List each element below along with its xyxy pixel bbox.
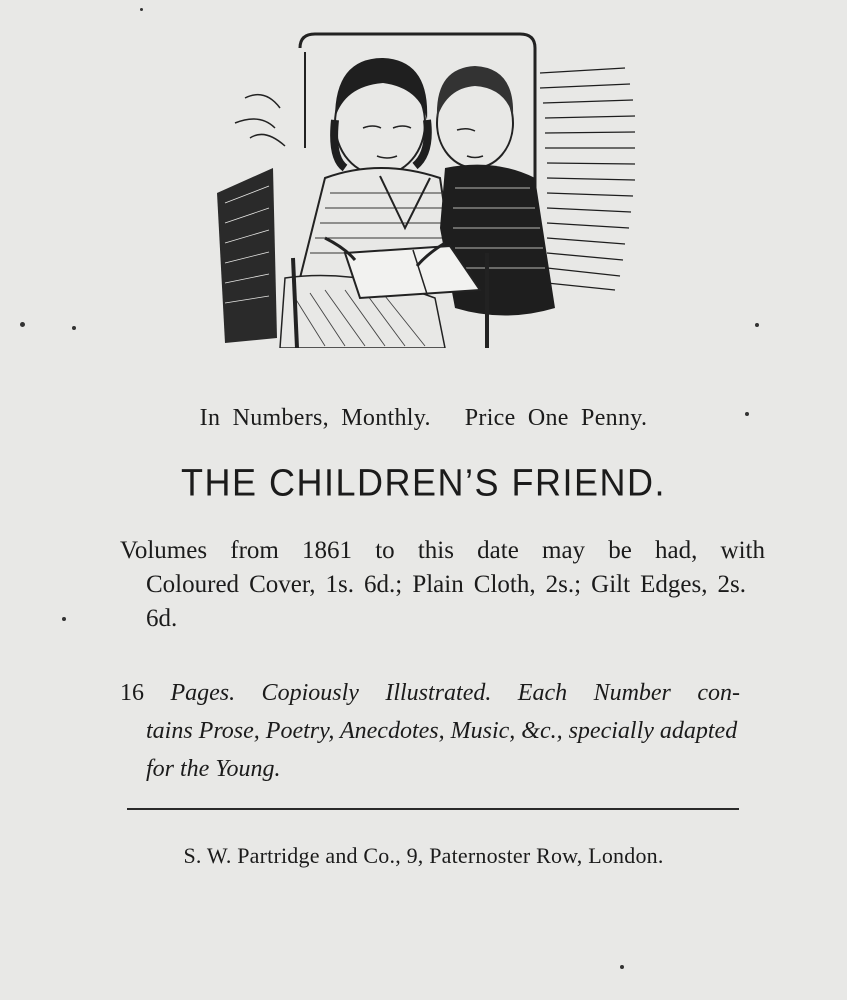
description-paragraph bbox=[120, 674, 760, 788]
page-count: 16 bbox=[120, 680, 144, 706]
engraving-illustration bbox=[205, 28, 635, 348]
issue-price-line bbox=[0, 405, 847, 432]
print-speck bbox=[20, 322, 25, 327]
description-first-text: Pages. Copiously Illustrated. Each Number con- bbox=[170, 680, 740, 706]
description-rest: tains Prose, Poetry, Anecdotes, Music, &c., specially adapted for the Young. bbox=[146, 718, 738, 782]
print-speck bbox=[620, 965, 624, 969]
print-speck bbox=[62, 617, 66, 621]
issue-frequency: In Numbers, Monthly. bbox=[199, 405, 431, 431]
volumes-prices: Coloured Cover, 1s. 6d.; Plain Cloth, 2s.; Gilt Edges, 2s. 6d. bbox=[146, 571, 746, 632]
print-speck bbox=[140, 8, 143, 11]
description-first-line bbox=[120, 674, 740, 712]
volumes-paragraph bbox=[120, 534, 770, 636]
volumes-first-line: Volumes from 1861 to this date may be had, with bbox=[120, 537, 765, 564]
divider-rule bbox=[127, 808, 739, 810]
print-speck bbox=[745, 412, 749, 416]
issue-price: Price One Penny. bbox=[464, 405, 648, 431]
print-speck bbox=[72, 326, 76, 330]
page-title: THE CHILDREN’S FRIEND. bbox=[180, 460, 667, 504]
publisher-imprint: S. W. Partridge and Co., 9, Paternoster Row, London. bbox=[183, 843, 664, 868]
print-speck bbox=[755, 323, 759, 327]
